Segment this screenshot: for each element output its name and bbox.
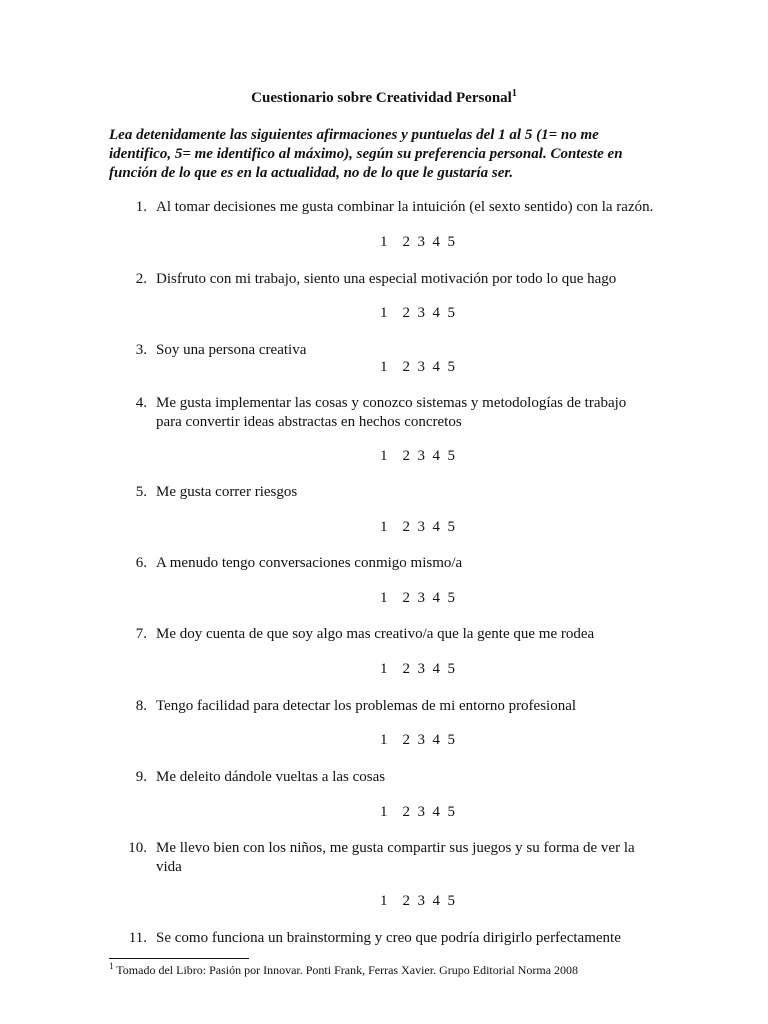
- question-number: 11.: [128, 930, 147, 946]
- question-text: Tengo facilidad para detectar los problemas de mi entorno profesional: [156, 698, 577, 714]
- question-text: A menudo tengo conversaciones conmigo mismo/a: [156, 555, 463, 571]
- rating-scale: 1 2 3 4 5: [380, 448, 455, 464]
- question-item: [109, 270, 654, 289]
- question-number: 6.: [135, 555, 147, 571]
- question-text: Me doy cuenta de que soy algo mas creativo/a que la gente que me rodea: [156, 626, 595, 642]
- question-item: [109, 768, 654, 787]
- question-item: [109, 554, 654, 573]
- question-item: [109, 394, 654, 432]
- footnote: [109, 963, 578, 978]
- rating-scale: 1 2 3 4 5: [380, 661, 455, 677]
- instructions-paragraph: Lea detenidamente las siguientes afirmaciones y puntuelas del 1 al 5 (1= no me identifico, 5= me identifico al máximo), según su preferencia personal. Conteste en función de lo que es en la actualidad, no de lo que le gustaría ser.: [109, 127, 623, 181]
- question-text: Al tomar decisiones me gusta combinar la intuición (el sexto sentido) con la razón.: [156, 199, 654, 215]
- rating-scale: 1 2 3 4 5: [380, 519, 455, 535]
- footnote-divider: [109, 958, 249, 959]
- question-number: 10.: [128, 840, 147, 856]
- rating-scale: 1 2 3 4 5: [380, 305, 455, 321]
- question-item: [109, 929, 654, 948]
- question-text: Me llevo bien con los niños, me gusta compartir sus juegos y su forma de ver la vida: [156, 840, 635, 875]
- question-number: 8.: [135, 698, 147, 714]
- question-number: 4.: [135, 395, 147, 411]
- rating-scale: 1 2 3 4 5: [380, 804, 455, 820]
- title-text: Cuestionario sobre Creatividad Personal: [251, 90, 512, 106]
- question-item: [109, 198, 654, 217]
- question-item: [109, 839, 654, 877]
- question-text: Me gusta correr riesgos: [156, 484, 298, 500]
- question-number: 1.: [135, 199, 147, 215]
- question-item: [109, 341, 654, 360]
- question-text: Me gusta implementar las cosas y conozco sistemas y metodologías de trabajo para convertir ideas abstractas en hechos concretos: [156, 395, 627, 430]
- footnote-mark: 1: [109, 961, 114, 971]
- question-item: [109, 625, 654, 644]
- rating-scale: 1 2 3 4 5: [380, 234, 455, 250]
- rating-scale: 1 2 3 4 5: [380, 590, 455, 606]
- question-number: 7.: [135, 626, 147, 642]
- question-number: 3.: [135, 342, 147, 358]
- page-title: [0, 90, 768, 107]
- question-item: [109, 483, 654, 502]
- question-number: 9.: [135, 769, 147, 785]
- question-text: Me deleito dándole vueltas a las cosas: [156, 769, 386, 785]
- question-number: 5.: [135, 484, 147, 500]
- rating-scale: 1 2 3 4 5: [380, 359, 455, 375]
- title-footnote-mark: 1: [511, 88, 517, 99]
- question-item: [109, 697, 654, 716]
- rating-scale: 1 2 3 4 5: [380, 732, 455, 748]
- question-text: Se como funciona un brainstorming y creo que podría dirigirlo perfectamente: [156, 930, 621, 946]
- question-text: Disfruto con mi trabajo, siento una especial motivación por todo lo que hago: [156, 271, 617, 287]
- rating-scale: 1 2 3 4 5: [380, 893, 455, 909]
- question-number: 2.: [135, 271, 147, 287]
- question-text: Soy una persona creativa: [156, 342, 307, 358]
- footnote-text: Tomado del Libro: Pasión por Innovar. Ponti Frank, Ferras Xavier. Grupo Editorial Norma 2008: [116, 963, 579, 977]
